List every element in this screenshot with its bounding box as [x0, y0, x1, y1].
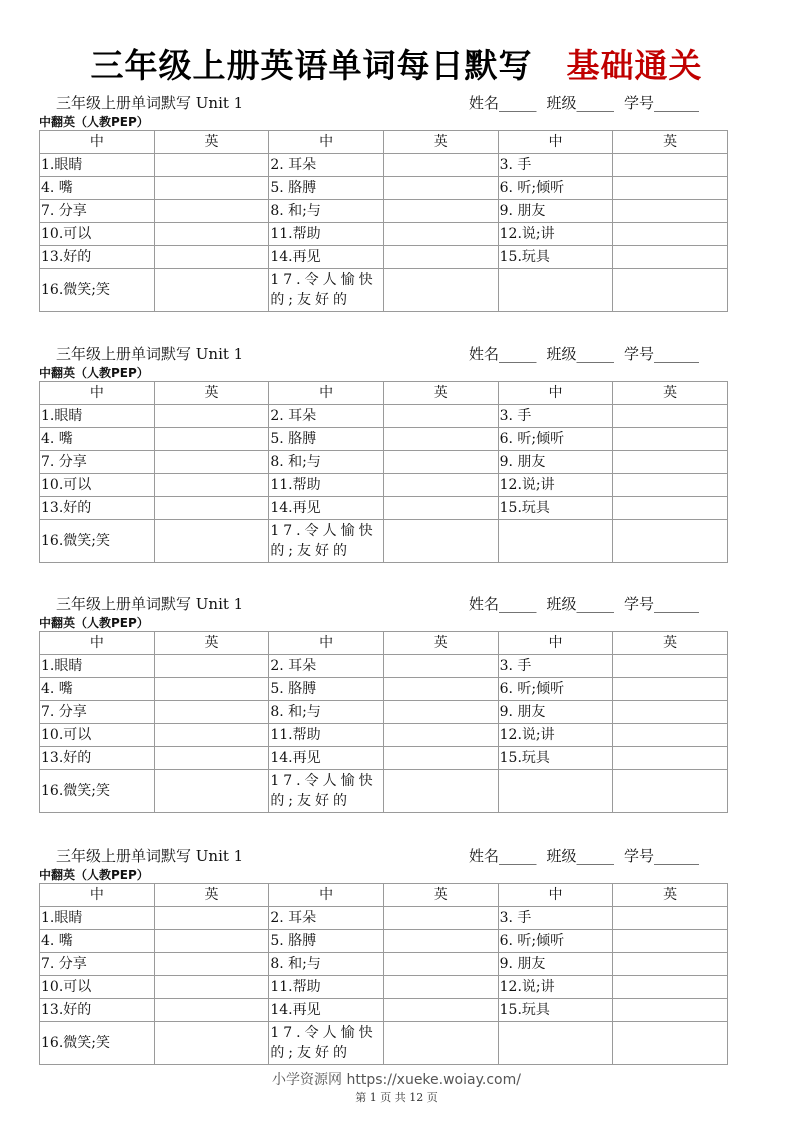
english-answer-cell[interactable] [154, 999, 269, 1022]
english-answer-cell[interactable] [383, 976, 498, 999]
column-header: 英 [613, 632, 728, 655]
chinese-word-cell: 16.微笑;笑 [40, 520, 155, 563]
english-answer-cell[interactable] [613, 953, 728, 976]
chinese-word-cell: 13.好的 [40, 747, 155, 770]
chinese-word-cell: 12.说;讲 [498, 223, 613, 246]
english-answer-cell[interactable] [613, 246, 728, 269]
class-field[interactable]: 班级_____ [546, 595, 615, 613]
chinese-word-cell: 17.令人愉快的;友好的 [269, 1022, 384, 1065]
chinese-word-cell: 12.说;讲 [498, 474, 613, 497]
chinese-word-cell: 5. 胳膊 [269, 678, 384, 701]
chinese-word-cell: 15.玩具 [498, 999, 613, 1022]
chinese-word-cell: 15.玩具 [498, 497, 613, 520]
column-header: 中 [40, 131, 155, 154]
chinese-word-cell: 17.令人愉快的;友好的 [269, 520, 384, 563]
chinese-word-cell: 10.可以 [40, 724, 155, 747]
chinese-word-cell: 3. 手 [498, 154, 613, 177]
column-header: 中 [498, 131, 613, 154]
block-heading: 三年级上册单词默写 Unit 1 [56, 847, 244, 865]
chinese-word-cell: 1.眼睛 [40, 907, 155, 930]
chinese-word-cell: 3. 手 [498, 907, 613, 930]
chinese-word-cell: 4. 嘴 [40, 177, 155, 200]
chinese-word-cell: 15.玩具 [498, 246, 613, 269]
column-header: 英 [154, 382, 269, 405]
vocab-table [39, 883, 728, 1065]
page-title [0, 40, 793, 87]
column-header: 英 [613, 884, 728, 907]
english-answer-cell[interactable] [613, 999, 728, 1022]
chinese-word-cell [498, 1022, 613, 1065]
table-row [40, 474, 728, 497]
table-row [40, 655, 728, 678]
english-answer-cell[interactable] [383, 678, 498, 701]
chinese-word-cell: 11.帮助 [269, 724, 384, 747]
chinese-word-cell: 17.令人愉快的;友好的 [269, 269, 384, 312]
chinese-word-cell: 7. 分享 [40, 953, 155, 976]
english-answer-cell[interactable] [154, 520, 269, 563]
english-answer-cell[interactable] [154, 724, 269, 747]
column-header: 英 [613, 131, 728, 154]
vocab-table [39, 381, 728, 563]
chinese-word-cell: 13.好的 [40, 246, 155, 269]
column-header: 中 [269, 131, 384, 154]
chinese-word-cell: 2. 耳朵 [269, 154, 384, 177]
english-answer-cell[interactable] [613, 976, 728, 999]
chinese-word-cell: 6. 听;倾听 [498, 930, 613, 953]
column-header: 英 [383, 884, 498, 907]
block-header [39, 343, 728, 365]
english-answer-cell[interactable] [613, 269, 728, 312]
column-header: 英 [383, 131, 498, 154]
block-heading: 三年级上册单词默写 Unit 1 [56, 595, 244, 613]
english-answer-cell[interactable] [613, 405, 728, 428]
student-id-field[interactable]: 学号______ [624, 94, 700, 112]
title-accent: 基础通关 [566, 46, 703, 85]
block-subtitle: 中翻英（人教PEP） [39, 366, 149, 380]
worksheet-block [39, 343, 728, 563]
table-row [40, 930, 728, 953]
english-answer-cell[interactable] [613, 200, 728, 223]
english-answer-cell[interactable] [383, 451, 498, 474]
english-answer-cell[interactable] [154, 976, 269, 999]
english-answer-cell[interactable] [383, 497, 498, 520]
english-answer-cell[interactable] [154, 655, 269, 678]
student-id-field[interactable]: 学号______ [624, 847, 700, 865]
english-answer-cell[interactable] [383, 770, 498, 813]
english-answer-cell[interactable] [613, 930, 728, 953]
english-answer-cell[interactable] [154, 474, 269, 497]
chinese-word-cell: 1.眼睛 [40, 405, 155, 428]
chinese-word-cell: 14.再见 [269, 246, 384, 269]
student-id-field[interactable]: 学号______ [624, 345, 700, 363]
chinese-word-cell: 16.微笑;笑 [40, 269, 155, 312]
chinese-word-cell: 11.帮助 [269, 223, 384, 246]
english-answer-cell[interactable] [613, 428, 728, 451]
english-answer-cell[interactable] [154, 770, 269, 813]
chinese-word-cell: 12.说;讲 [498, 724, 613, 747]
chinese-word-cell: 9. 朋友 [498, 451, 613, 474]
english-answer-cell[interactable] [613, 678, 728, 701]
chinese-word-cell: 8. 和;与 [269, 701, 384, 724]
english-answer-cell[interactable] [613, 177, 728, 200]
chinese-word-cell: 9. 朋友 [498, 701, 613, 724]
column-header: 英 [154, 884, 269, 907]
english-answer-cell[interactable] [613, 154, 728, 177]
table-row [40, 223, 728, 246]
english-answer-cell[interactable] [613, 907, 728, 930]
column-header: 英 [154, 131, 269, 154]
column-header: 中 [40, 884, 155, 907]
chinese-word-cell: 7. 分享 [40, 451, 155, 474]
student-id-field[interactable]: 学号______ [624, 595, 700, 613]
english-answer-cell[interactable] [154, 930, 269, 953]
english-answer-cell[interactable] [613, 520, 728, 563]
name-field[interactable]: 姓名_____ [469, 595, 537, 613]
chinese-word-cell [498, 269, 613, 312]
vocab-table [39, 130, 728, 312]
english-answer-cell[interactable] [383, 724, 498, 747]
english-answer-cell[interactable] [154, 154, 269, 177]
block-heading: 三年级上册单词默写 Unit 1 [56, 345, 244, 363]
english-answer-cell[interactable] [154, 177, 269, 200]
column-header: 英 [383, 382, 498, 405]
column-header: 中 [269, 884, 384, 907]
title-main: 三年级上册英语单词每日默写 [90, 46, 533, 85]
english-answer-cell[interactable] [383, 269, 498, 312]
chinese-word-cell: 11.帮助 [269, 976, 384, 999]
column-header: 中 [40, 382, 155, 405]
column-header: 中 [498, 632, 613, 655]
table-row [40, 953, 728, 976]
chinese-word-cell: 6. 听;倾听 [498, 428, 613, 451]
column-header: 英 [154, 632, 269, 655]
table-row [40, 405, 728, 428]
chinese-word-cell: 9. 朋友 [498, 953, 613, 976]
worksheet-block [39, 845, 728, 1065]
column-header: 英 [383, 632, 498, 655]
chinese-word-cell: 8. 和;与 [269, 451, 384, 474]
english-answer-cell[interactable] [154, 747, 269, 770]
english-answer-cell[interactable] [383, 223, 498, 246]
block-header [39, 593, 728, 615]
column-header: 英 [613, 382, 728, 405]
english-answer-cell[interactable] [154, 953, 269, 976]
chinese-word-cell: 8. 和;与 [269, 200, 384, 223]
english-answer-cell[interactable] [383, 907, 498, 930]
english-answer-cell[interactable] [383, 520, 498, 563]
english-answer-cell[interactable] [383, 177, 498, 200]
column-header: 中 [498, 382, 613, 405]
footer-site: 小学资源网 https://xueke.woiay.com/ [272, 1072, 521, 1088]
chinese-word-cell: 6. 听;倾听 [498, 678, 613, 701]
english-answer-cell[interactable] [613, 451, 728, 474]
block-header [39, 92, 728, 114]
english-answer-cell[interactable] [154, 1022, 269, 1065]
chinese-word-cell [498, 520, 613, 563]
english-answer-cell[interactable] [383, 246, 498, 269]
chinese-word-cell: 13.好的 [40, 497, 155, 520]
column-header: 中 [40, 632, 155, 655]
name-field[interactable]: 姓名_____ [469, 847, 537, 865]
english-answer-cell[interactable] [154, 497, 269, 520]
block-header [39, 845, 728, 867]
chinese-word-cell: 5. 胳膊 [269, 930, 384, 953]
table-row [40, 451, 728, 474]
english-answer-cell[interactable] [613, 770, 728, 813]
english-answer-cell[interactable] [613, 497, 728, 520]
block-subtitle: 中翻英（人教PEP） [39, 115, 149, 129]
chinese-word-cell: 3. 手 [498, 405, 613, 428]
english-answer-cell[interactable] [154, 405, 269, 428]
english-answer-cell[interactable] [613, 223, 728, 246]
table-row [40, 724, 728, 747]
chinese-word-cell: 11.帮助 [269, 474, 384, 497]
chinese-word-cell: 10.可以 [40, 976, 155, 999]
column-header: 中 [269, 632, 384, 655]
table-row [40, 177, 728, 200]
class-field[interactable]: 班级_____ [546, 94, 615, 112]
chinese-word-cell: 14.再见 [269, 747, 384, 770]
english-answer-cell[interactable] [154, 269, 269, 312]
chinese-word-cell: 8. 和;与 [269, 953, 384, 976]
chinese-word-cell [498, 770, 613, 813]
table-row [40, 678, 728, 701]
student-info [469, 92, 699, 113]
chinese-word-cell: 5. 胳膊 [269, 428, 384, 451]
student-info [469, 845, 699, 866]
chinese-word-cell: 4. 嘴 [40, 678, 155, 701]
name-field[interactable]: 姓名_____ [469, 345, 537, 363]
english-answer-cell[interactable] [613, 747, 728, 770]
english-answer-cell[interactable] [613, 724, 728, 747]
table-row [40, 907, 728, 930]
english-answer-cell[interactable] [613, 701, 728, 724]
column-header: 中 [269, 382, 384, 405]
english-answer-cell[interactable] [154, 701, 269, 724]
chinese-word-cell: 12.说;讲 [498, 976, 613, 999]
english-answer-cell[interactable] [383, 154, 498, 177]
chinese-word-cell: 3. 手 [498, 655, 613, 678]
table-row [40, 770, 728, 813]
column-header: 中 [498, 884, 613, 907]
chinese-word-cell: 13.好的 [40, 999, 155, 1022]
chinese-word-cell: 16.微笑;笑 [40, 770, 155, 813]
chinese-word-cell: 17.令人愉快的;友好的 [269, 770, 384, 813]
chinese-word-cell: 2. 耳朵 [269, 405, 384, 428]
table-row [40, 1022, 728, 1065]
english-answer-cell[interactable] [383, 953, 498, 976]
chinese-word-cell: 16.微笑;笑 [40, 1022, 155, 1065]
table-header-row [40, 632, 728, 655]
english-answer-cell[interactable] [613, 655, 728, 678]
class-field[interactable]: 班级_____ [546, 345, 615, 363]
english-answer-cell[interactable] [613, 474, 728, 497]
table-row [40, 200, 728, 223]
english-answer-cell[interactable] [383, 999, 498, 1022]
chinese-word-cell: 7. 分享 [40, 200, 155, 223]
english-answer-cell[interactable] [154, 907, 269, 930]
chinese-word-cell: 6. 听;倾听 [498, 177, 613, 200]
chinese-word-cell: 14.再见 [269, 999, 384, 1022]
table-row [40, 246, 728, 269]
chinese-word-cell: 10.可以 [40, 474, 155, 497]
table-header-row [40, 131, 728, 154]
english-answer-cell[interactable] [383, 930, 498, 953]
table-row [40, 497, 728, 520]
english-answer-cell[interactable] [154, 200, 269, 223]
block-subtitle: 中翻英（人教PEP） [39, 868, 149, 882]
block-heading: 三年级上册单词默写 Unit 1 [56, 94, 244, 112]
chinese-word-cell: 10.可以 [40, 223, 155, 246]
chinese-word-cell: 1.眼睛 [40, 655, 155, 678]
english-answer-cell[interactable] [383, 405, 498, 428]
worksheet-block [39, 593, 728, 813]
english-answer-cell[interactable] [154, 678, 269, 701]
english-answer-cell[interactable] [154, 428, 269, 451]
table-row [40, 999, 728, 1022]
chinese-word-cell: 5. 胳膊 [269, 177, 384, 200]
english-answer-cell[interactable] [383, 1022, 498, 1065]
table-row [40, 428, 728, 451]
table-row [40, 701, 728, 724]
block-subtitle: 中翻英（人教PEP） [39, 616, 149, 630]
table-row [40, 520, 728, 563]
vocab-table [39, 631, 728, 813]
english-answer-cell[interactable] [383, 474, 498, 497]
english-answer-cell[interactable] [613, 1022, 728, 1065]
table-row [40, 154, 728, 177]
chinese-word-cell: 7. 分享 [40, 701, 155, 724]
english-answer-cell[interactable] [383, 747, 498, 770]
english-answer-cell[interactable] [383, 200, 498, 223]
chinese-word-cell: 4. 嘴 [40, 428, 155, 451]
chinese-word-cell: 9. 朋友 [498, 200, 613, 223]
english-answer-cell[interactable] [383, 428, 498, 451]
table-row [40, 976, 728, 999]
page-number: 第 1 页 共 12 页 [355, 1091, 438, 1104]
table-header-row [40, 884, 728, 907]
chinese-word-cell: 1.眼睛 [40, 154, 155, 177]
class-field[interactable]: 班级_____ [546, 847, 615, 865]
table-row [40, 747, 728, 770]
english-answer-cell[interactable] [154, 451, 269, 474]
chinese-word-cell: 15.玩具 [498, 747, 613, 770]
chinese-word-cell: 14.再见 [269, 497, 384, 520]
english-answer-cell[interactable] [154, 223, 269, 246]
chinese-word-cell: 2. 耳朵 [269, 655, 384, 678]
chinese-word-cell: 2. 耳朵 [269, 907, 384, 930]
student-info [469, 343, 699, 364]
table-row [40, 269, 728, 312]
english-answer-cell[interactable] [383, 655, 498, 678]
english-answer-cell[interactable] [154, 246, 269, 269]
table-header-row [40, 382, 728, 405]
name-field[interactable]: 姓名_____ [469, 94, 537, 112]
worksheet-block [39, 92, 728, 312]
student-info [469, 593, 699, 614]
english-answer-cell[interactable] [383, 701, 498, 724]
chinese-word-cell: 4. 嘴 [40, 930, 155, 953]
